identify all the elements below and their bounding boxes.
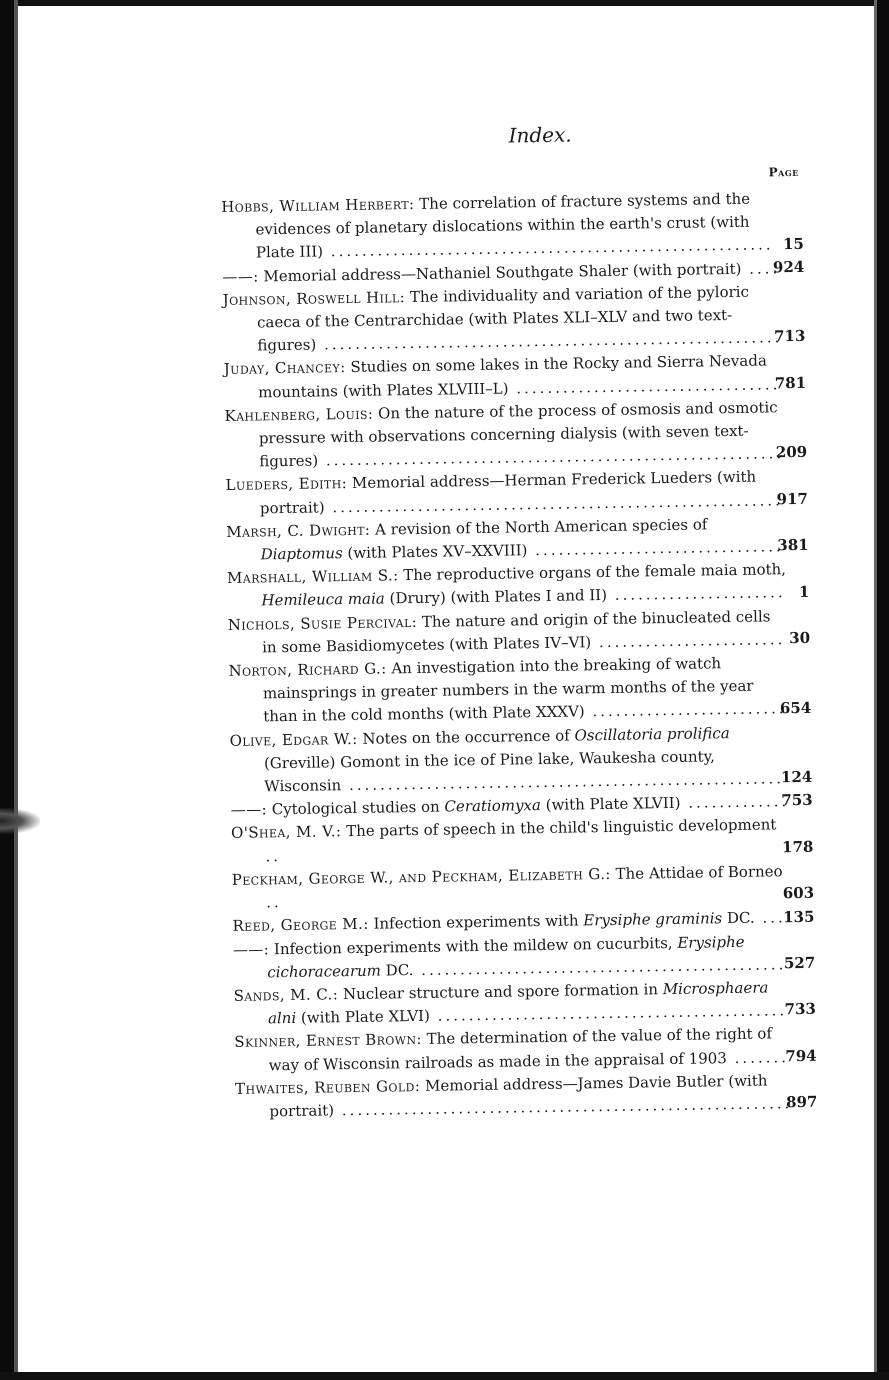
entry-page-number: 527 (783, 953, 816, 973)
entry-page-number: 753 (781, 791, 813, 810)
index-entry (235, 1068, 836, 1124)
index-entry (223, 279, 824, 358)
index-entry (224, 395, 825, 474)
entry-title: The individuality and variation of the pyloric caeca of the Centrarchidae (with Plates XLI–XLV and two text-figures) (256, 282, 750, 355)
scan-border-top (0, 0, 889, 6)
entry-title-italic: Microsphaera alni (267, 978, 769, 1028)
entry-page-number: 135 (783, 907, 815, 926)
leader-dots: .......................................................... (333, 1094, 793, 1120)
entry-title: The Attidae of Borneo (615, 862, 783, 883)
entry-page-number: 124 (780, 768, 813, 787)
entry-text (229, 721, 789, 799)
leader-dots: .... (741, 258, 781, 278)
entry-page-number: 30 (789, 628, 811, 648)
entry-title-part: (with Plate XLVII) (540, 794, 681, 815)
entry-author: Olive, Edgar W.: (229, 729, 358, 750)
entry-title-part: Infection experiments with the mildew on cucurbits, (273, 933, 678, 958)
entry-title-part: DC. (722, 908, 755, 928)
entry-author: ——: (222, 267, 259, 286)
leader-dots: ........................................................... (316, 328, 783, 354)
entry-title-part: Infection experiments with (373, 911, 584, 933)
entry-title-part: Nuclear structure and spore formation in (342, 980, 663, 1004)
entry-title: Memorial address—James Davie Butler (with portrait) (269, 1071, 768, 1121)
entry-text (235, 1069, 795, 1124)
entry-title: Memorial address—Nathaniel Southgate Shaler (with portrait) (263, 259, 742, 285)
entry-page-number: 781 (774, 373, 807, 393)
entry-title-italic: Erysiphe cichoracearum (267, 932, 745, 982)
entry-author: ——: (230, 800, 268, 820)
scan-border-left (0, 0, 14, 1380)
leader-dots: ....... (726, 1047, 790, 1067)
entry-title-part: Cytological studies on (271, 797, 445, 819)
entry-title-part: (with Plate XLVI) (296, 1006, 431, 1028)
leader-dots: .. (265, 846, 282, 866)
scan-border-bottom (0, 1372, 889, 1380)
entry-title: An investigation into the breaking of watch mainsprings in greater numbers in the warm months of the year than in the cold months (with Plate XXXV) (262, 654, 754, 726)
entry-page-number: 924 (772, 257, 805, 277)
entry-page-number: 794 (785, 1046, 817, 1065)
entry-author: Kahlenberg, Louis: (224, 404, 374, 425)
entry-author: Marsh, C. Dwight: (226, 520, 371, 541)
entry-title-part: Notes on the occurrence of (362, 726, 575, 748)
entry-text (221, 187, 781, 265)
entry-author: Juday, Chancey: (223, 358, 346, 379)
entry-page-number: 603 (782, 884, 815, 903)
entry-page-number: 713 (773, 327, 806, 346)
leader-dots: ......................................................... (322, 235, 774, 261)
entry-page-number: 381 (777, 536, 809, 555)
entry-title-italic: Oscillatoria prolifica (574, 723, 730, 745)
entry-title-part: (Greville) Gomont in the ice of Pine lake, Waukesha county, Wisconsin (263, 747, 716, 796)
entry-author: O'Shea, M. V.: (230, 822, 342, 843)
entry-text (223, 280, 783, 358)
entry-author: Sands, M. C.: (233, 985, 339, 1005)
index-entry (228, 651, 829, 730)
leader-dots: ........................................................... (317, 444, 785, 470)
entry-author: Lueders, Edith: (225, 474, 348, 495)
entry-title: Memorial address—Herman Frederick Lueders (with portrait) (259, 468, 757, 518)
leader-dots: ...................... (606, 583, 786, 605)
entry-page-number: 897 (785, 1092, 818, 1112)
entry-author: Norton, Richard G.: (228, 659, 387, 680)
entry-title-italic: Hemileuca maia (261, 589, 385, 610)
page-title: Index. (508, 122, 572, 148)
entry-title: The determination of the value of the right of way of Wisconsin railroads as made in the appraisal of 1903 (268, 1024, 773, 1074)
entry-title-part: A revision of the North American species of (374, 515, 708, 539)
entry-page-number: 15 (782, 234, 805, 253)
entry-title (373, 909, 754, 933)
scan-border-right-shadow (874, 0, 877, 1380)
entry-author: ——: (232, 939, 270, 959)
entry-title-italic: Ceratiomyxa (444, 796, 542, 816)
page-column-label: Page (768, 164, 799, 180)
entry-title: The nature and origin of the binucleated cells in some Basidiomycetes (with Plates IV–VI) (262, 607, 771, 657)
index-entry (229, 720, 830, 799)
entry-author: Marshall, William S.: (226, 566, 399, 588)
leader-dots: .. (266, 893, 282, 912)
scan-border-left-shadow (14, 0, 18, 1380)
entry-title: The correlation of fracture systems and the evidences of planetary dislocations within the earth's crust (with Plate III) (255, 189, 751, 262)
leader-dots: ......................... (584, 699, 787, 721)
leader-dots: ............................................... (413, 954, 787, 979)
entry-author: Johnson, Roswell Hill: (222, 287, 406, 309)
entry-author: Hobbs, William Herbert: (221, 194, 415, 216)
leader-dots: ................................ (527, 537, 784, 560)
entry-title-part: (Drury) (with Plates I and II) (384, 586, 608, 608)
entry-page-number: 1 (798, 582, 810, 601)
entry-title: Studies on some lakes in the Rocky and Sierra Nevada mountains (with Plates XLVIII–L) (258, 351, 767, 402)
entry-page-number: 654 (779, 698, 812, 717)
entry-text (228, 651, 788, 729)
index-entry (221, 187, 822, 266)
entry-title-part: The reproductive organs of the female maia moth, (403, 560, 787, 585)
entry-title (272, 794, 681, 818)
entry-page-number: 733 (784, 1000, 817, 1019)
entry-text (224, 396, 784, 474)
leader-dots: ............................................. (429, 1001, 788, 1025)
entry-author: Thwaites, Reuben Gold: (234, 1076, 421, 1098)
entry-title: The parts of speech in the child's linguistic development (346, 815, 777, 841)
entry-author: Peckham, George W., and Peckham, Elizabeth G.: (231, 864, 611, 889)
entry-title-italic: Diaptomus (260, 544, 343, 564)
leader-dots: .................................. (508, 374, 781, 398)
entry-author: Skinner, Ernest Brown: (234, 1030, 423, 1052)
entry-title-part: DC. (380, 960, 414, 980)
scan-border-right (877, 0, 889, 1380)
entry-author: Reed, George M.: (232, 915, 369, 936)
entry-title: On the nature of the process of osmosis and osmotic pressure with observations concerning dialysis (with seven text-figures) (258, 398, 778, 471)
entry-author: Nichols, Susie Percival: (227, 612, 418, 634)
leader-dots: .......................................................... (324, 490, 784, 517)
leader-dots: ... (754, 908, 786, 927)
entry-title-italic: Erysiphe graminis (583, 909, 723, 930)
entry-page-number: 209 (775, 443, 808, 462)
scan-smudge (0, 808, 40, 834)
entry-page-number: 917 (776, 489, 809, 509)
entry-title-part: (with Plates XV–XXVIII) (342, 541, 528, 563)
leader-dots: ........................................................ (341, 769, 785, 795)
index-page (220, 119, 836, 1124)
index-entries (221, 187, 836, 1124)
leader-dots: ........................ (591, 630, 786, 652)
entry-page-number: 178 (781, 837, 814, 857)
leader-dots: ............. (680, 792, 790, 813)
